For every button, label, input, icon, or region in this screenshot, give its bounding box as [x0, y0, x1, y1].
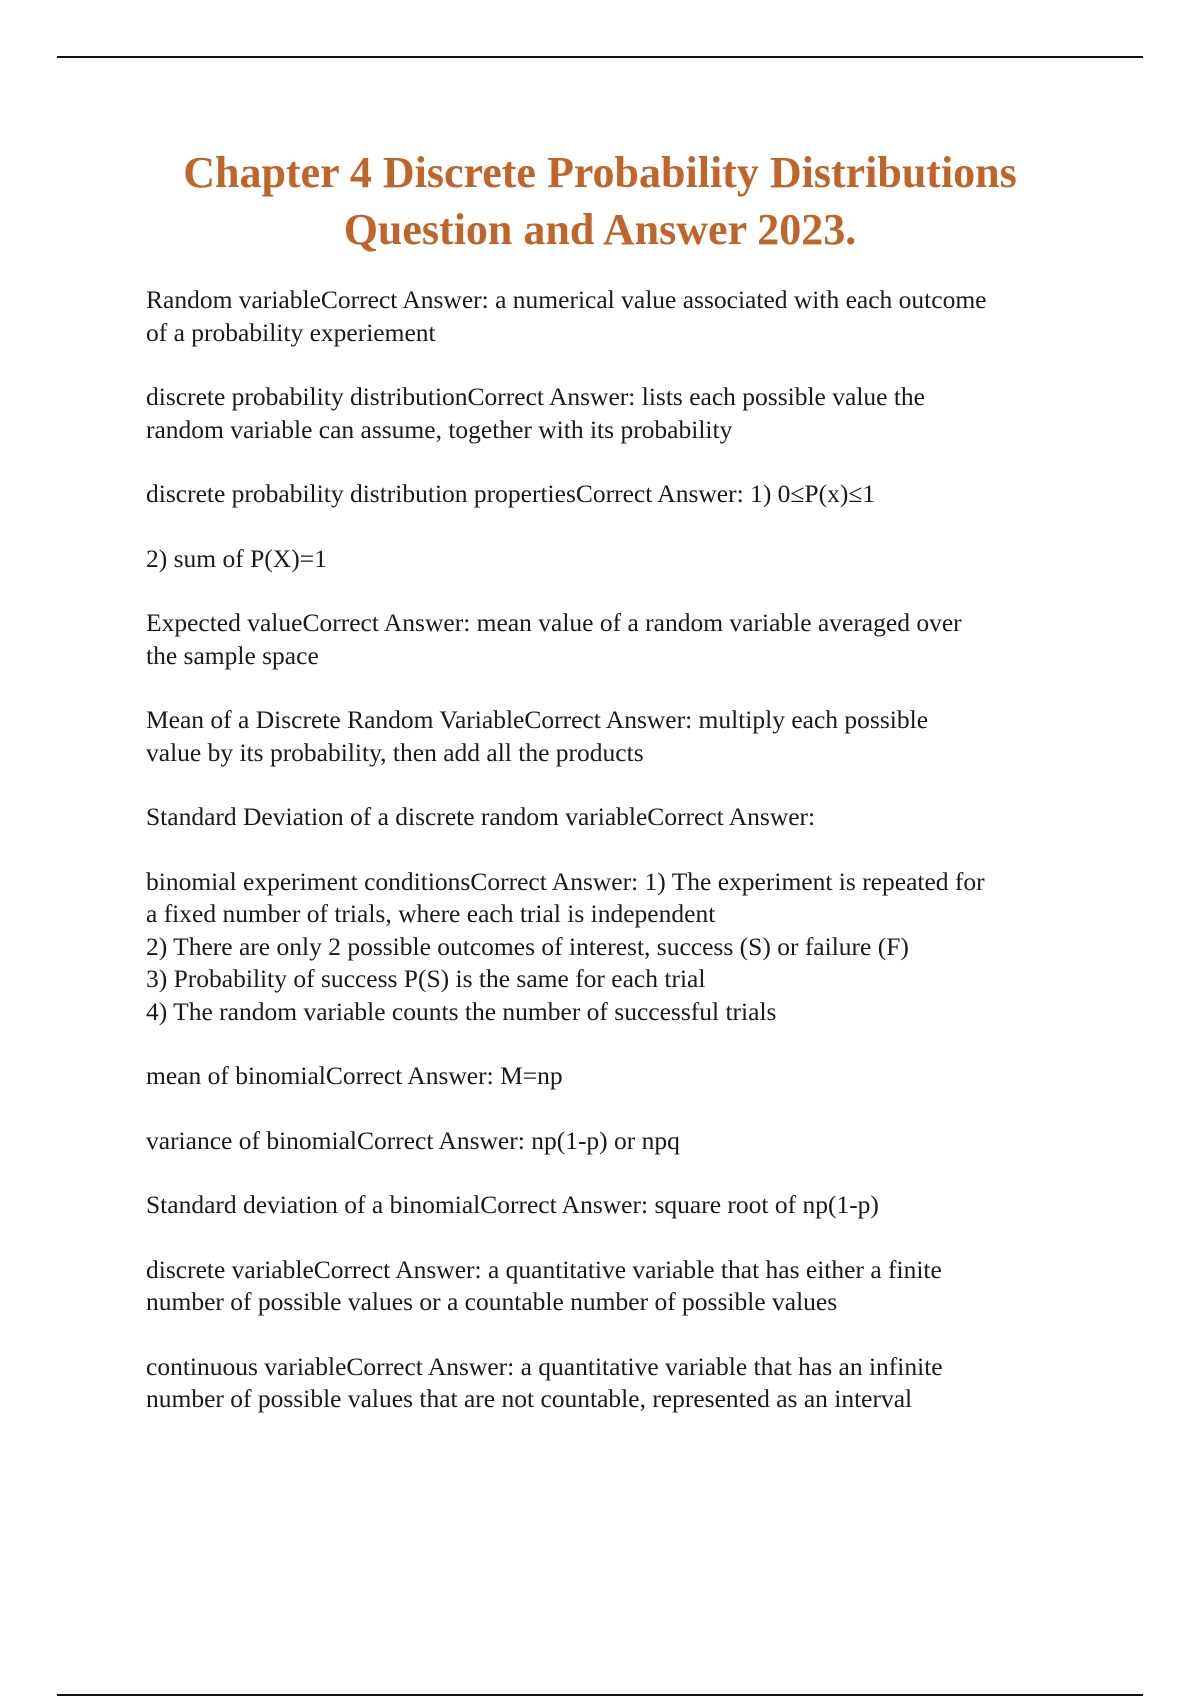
- qa-entry-line: a fixed number of trials, where each trial is independent: [146, 899, 716, 928]
- qa-entry: [146, 478, 1106, 511]
- title-line-2: Question and Answer 2023.: [343, 205, 857, 254]
- qa-entry-line: discrete probability distribution propertiesCorrect Answer: 1) 0≤P(x)≤1: [146, 479, 876, 508]
- qa-entry-line: 2) sum of P(X)=1: [146, 543, 327, 573]
- qa-entry-line: Expected valueCorrect Answer: mean value of a random variable averaged over: [146, 608, 962, 637]
- qa-entry: [146, 1060, 1106, 1093]
- qa-entry-line: continuous variableCorrect Answer: a quantitative variable that has an infinite: [146, 1351, 943, 1381]
- qa-entry-line: random variable can assume, together with its probability: [146, 414, 733, 444]
- qa-list: [146, 284, 1106, 1448]
- qa-entry-line: 4) The random variable counts the number of successful trials: [146, 996, 777, 1026]
- qa-entry: [146, 704, 1106, 769]
- qa-entry-line: 3) Probability of success P(S) is the same for each trial: [146, 964, 706, 993]
- top-rule: [57, 56, 1143, 58]
- qa-entry-line: Standard Deviation of a discrete random variableCorrect Answer:: [146, 802, 816, 831]
- qa-entry-line: variance of binomialCorrect Answer: np(1-p) or npq: [146, 1125, 680, 1155]
- qa-entry-line: number of possible values that are not countable, represented as an interval: [146, 1384, 913, 1413]
- qa-entry-line: 2) There are only 2 possible outcomes of interest, success (S) or failure (F): [146, 931, 909, 961]
- qa-entry: [146, 381, 1106, 446]
- qa-entry: [146, 543, 1106, 576]
- qa-entry: [146, 607, 1106, 672]
- qa-entry-line: mean of binomialCorrect Answer: M=np: [146, 1061, 563, 1090]
- document-title: [100, 144, 1100, 258]
- qa-entry: [146, 1189, 1106, 1222]
- qa-entry: [146, 1254, 1106, 1319]
- qa-entry-line: Mean of a Discrete Random VariableCorrect Answer: multiply each possible: [146, 705, 929, 734]
- qa-entry: [146, 801, 1106, 834]
- qa-entry-line: discrete probability distributionCorrect Answer: lists each possible value the: [146, 382, 925, 411]
- qa-entry-line: number of possible values or a countable number of possible values: [146, 1287, 838, 1316]
- qa-entry-line: binomial experiment conditionsCorrect Answer: 1) The experiment is repeated for: [146, 866, 985, 896]
- bottom-rule: [57, 1694, 1143, 1696]
- qa-entry-line: of a probability experiement: [146, 317, 436, 347]
- qa-entry-line: Random variableCorrect Answer: a numerical value associated with each outcome: [146, 285, 987, 314]
- title-line-1: Chapter 4 Discrete Probability Distributions: [183, 148, 1017, 197]
- qa-entry: [146, 1125, 1106, 1158]
- qa-entry-line: discrete variableCorrect Answer: a quantitative variable that has either a finite: [146, 1254, 942, 1284]
- qa-entry-line: Standard deviation of a binomialCorrect Answer: square root of np(1-p): [146, 1190, 879, 1219]
- qa-entry: [146, 866, 1106, 1029]
- qa-entry-line: the sample space: [146, 640, 319, 670]
- qa-entry-line: value by its probability, then add all the products: [146, 737, 644, 767]
- qa-entry: [146, 284, 1106, 349]
- qa-entry: [146, 1351, 1106, 1416]
